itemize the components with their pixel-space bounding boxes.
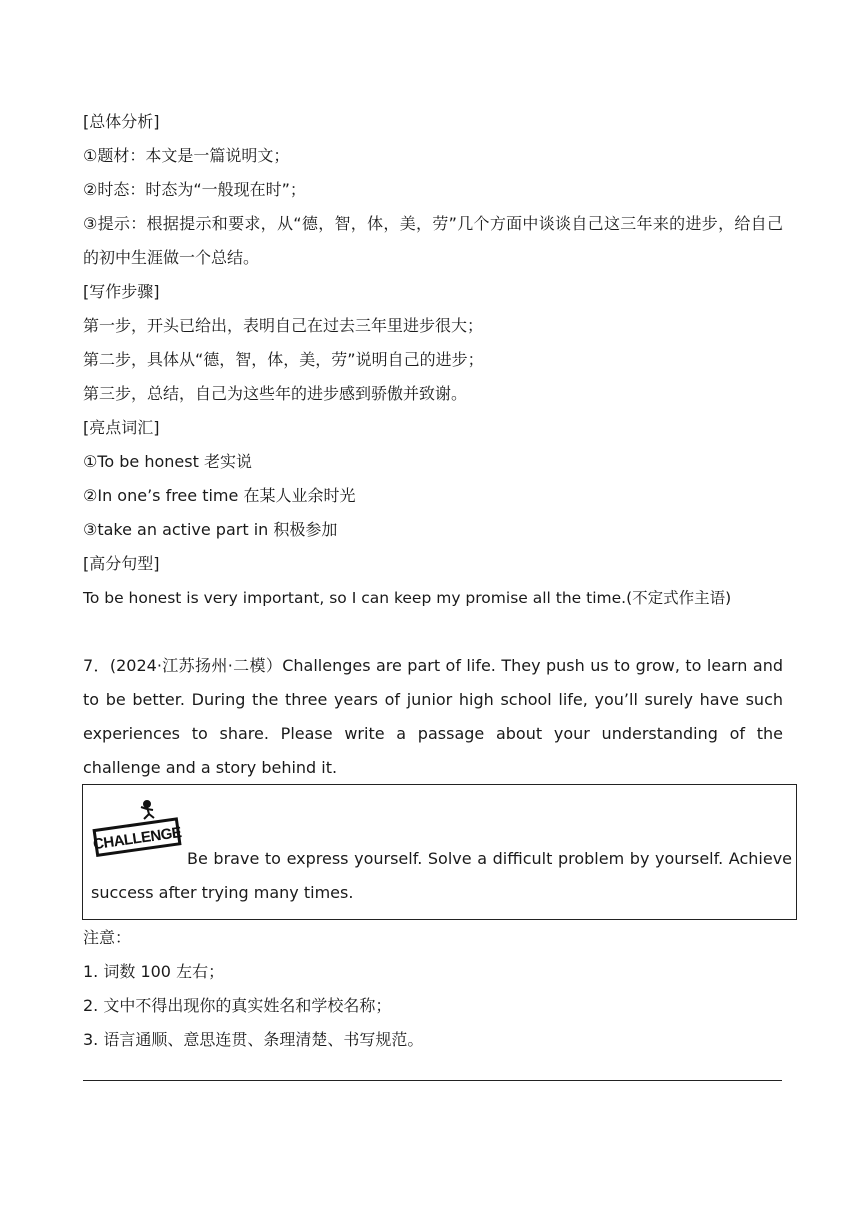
prompt-line-1: Be brave to express yourself. Solve a difficult problem by yourself. Achieve [187,849,792,868]
vocab-heading: [亮点词汇] [83,418,160,437]
question-line-2: to be better. During the three years of junior high school life, you’ll surely have such [83,690,783,709]
question-line-1: 7．(2024·江苏扬州·二模）Challenges are part of life. They push us to grow, to learn and [83,656,783,675]
note-item-3: 3. 语言通顺、意思连贯、条理清楚、书写规范。 [83,1030,424,1049]
note-item-2: 2. 文中不得出现你的真实姓名和学校名称； [83,996,392,1015]
challenge-wordmark [92,817,183,857]
step-item-3: 第三步，总结，自己为这些年的进步感到骄傲并致谢。 [83,384,468,403]
vocab-item-3: ③take an active part in 积极参加 [83,520,338,539]
step-item-2: 第二步，具体从“德，智，体，美，劳”说明自己的进步； [83,350,484,369]
vocab-item-1: ①To be honest 老实说 [83,452,252,471]
analysis-tip-line-1: ③提示：根据提示和要求，从“德，智，体，美，劳”几个方面中谈谈自己这三年来的进步，给自己 [83,214,783,233]
analysis-heading: [总体分析] [83,112,160,131]
step-item-1: 第一步，开头已给出，表明自己在过去三年里进步很大； [83,316,484,335]
steps-heading: [写作步骤] [83,282,160,301]
question-line-3: experiences to share. Please write a passage about your understanding of the [83,724,783,743]
svg-text:CHALLENGE: CHALLENGE [92,824,183,854]
sentence-text: To be honest is very important, so I can keep my promise all the time.(不定式作主语) [83,589,732,607]
analysis-item-topic: ①题材：本文是一篇说明文； [83,146,290,165]
vocab-item-2: ②In one’s free time 在某人业余时光 [83,486,356,505]
challenge-logo-image [92,797,184,859]
climber-figure [141,801,154,819]
notes-heading: 注意： [83,928,132,947]
note-item-1: 1. 词数 100 左右； [83,962,225,981]
prompt-box [82,784,797,920]
analysis-tip-line-2: 的初中生涯做一个总结。 [83,248,260,267]
sentence-heading: [高分句型] [83,554,160,573]
analysis-item-tense: ②时态：时态为“一般现在时”； [83,180,306,199]
prompt-line-2: success after trying many times. [91,883,354,902]
question-line-4: challenge and a story behind it. [83,758,338,777]
answer-writing-line[interactable] [83,1080,782,1081]
